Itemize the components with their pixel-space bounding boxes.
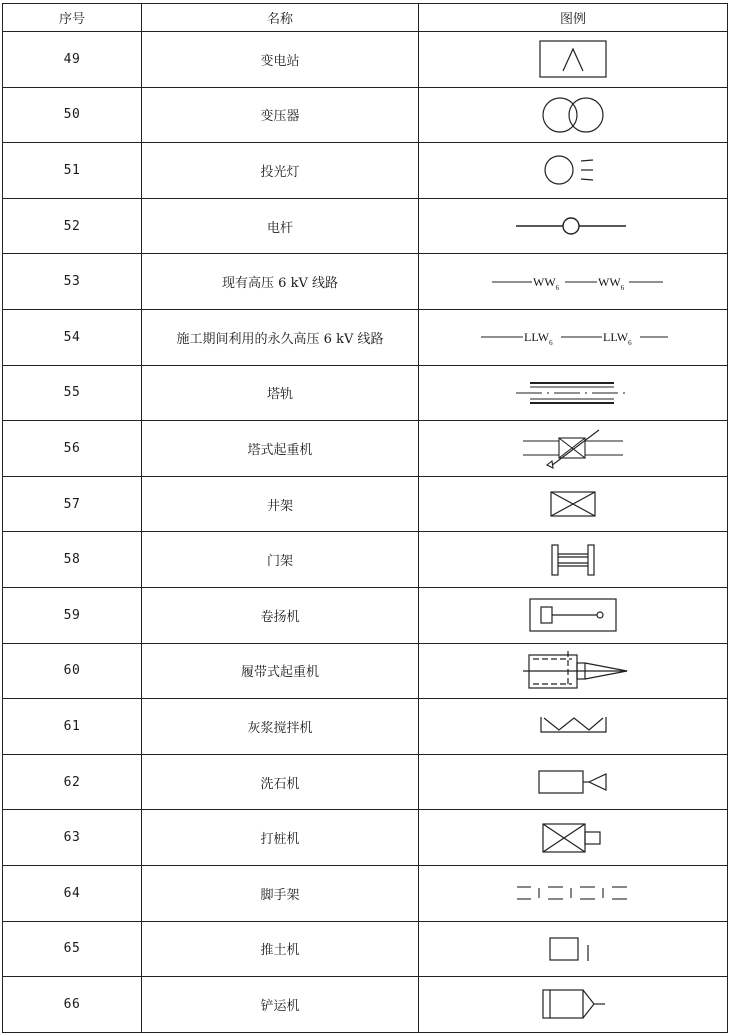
row-symbol [419, 32, 728, 88]
row-number: 50 [3, 87, 142, 143]
row-symbol [419, 87, 728, 143]
row-number: 51 [3, 143, 142, 199]
row-number: 63 [3, 810, 142, 866]
row-number: 56 [3, 421, 142, 477]
row-symbol [419, 754, 728, 810]
row-symbol [419, 865, 728, 921]
table-row [3, 32, 728, 88]
scaffold-icon [513, 871, 633, 915]
table-row [3, 198, 728, 254]
gantry-icon [513, 538, 633, 582]
header-row [3, 4, 728, 32]
row-name: 铲运机 [142, 977, 419, 1033]
row-number: 57 [3, 476, 142, 532]
table-row [3, 254, 728, 310]
header-legend: 图例 [419, 4, 728, 32]
row-name: 塔轨 [142, 365, 419, 421]
utility-pole-icon [513, 204, 633, 248]
table-row [3, 810, 728, 866]
row-symbol [419, 810, 728, 866]
row-symbol [419, 365, 728, 421]
row-number: 64 [3, 865, 142, 921]
svg-text:LLW6: $LLW_6$ [524, 330, 553, 348]
derrick-icon [513, 482, 633, 526]
row-name: 现有高压 6 kV 线路 [142, 254, 419, 310]
row-number: 55 [3, 365, 142, 421]
row-name: 推土机 [142, 921, 419, 977]
stone-washer-icon [513, 760, 633, 804]
row-symbol [419, 198, 728, 254]
row-symbol [419, 143, 728, 199]
row-symbol [419, 254, 728, 310]
table-row [3, 476, 728, 532]
row-name: 打桩机 [142, 810, 419, 866]
transformer-icon [513, 93, 633, 137]
table-row [3, 643, 728, 699]
row-number: 66 [3, 977, 142, 1033]
pile-driver-icon [513, 816, 633, 860]
row-name: 洗石机 [142, 754, 419, 810]
row-name: 履带式起重机 [142, 643, 419, 699]
row-symbol [419, 643, 728, 699]
row-name: 电杆 [142, 198, 419, 254]
scraper-icon [513, 982, 633, 1026]
hoist-icon [513, 593, 633, 637]
legend-table [2, 3, 728, 1033]
row-name: 卷扬机 [142, 587, 419, 643]
row-number: 59 [3, 587, 142, 643]
row-name: 井架 [142, 476, 419, 532]
row-symbol [419, 421, 728, 477]
row-name: 脚手架 [142, 865, 419, 921]
permanent-hv-line-icon [478, 315, 668, 359]
table-row [3, 309, 728, 365]
row-symbol [419, 476, 728, 532]
row-number: 62 [3, 754, 142, 810]
header-no: 序号 [3, 4, 142, 32]
table-row [3, 699, 728, 755]
header-name: 名称 [142, 4, 419, 32]
row-number: 52 [3, 198, 142, 254]
row-name: 施工期间利用的永久高压 6 kV 线路 [142, 309, 419, 365]
svg-text:WW6: $WW_6$ [598, 274, 625, 292]
row-symbol [419, 977, 728, 1033]
crawler-crane-icon [513, 649, 633, 693]
row-name: 投光灯 [142, 143, 419, 199]
row-name: 门架 [142, 532, 419, 588]
row-name: 变电站 [142, 32, 419, 88]
tower-rail-icon [513, 371, 633, 415]
substation-icon [513, 37, 633, 81]
table-row [3, 921, 728, 977]
mortar-mixer-icon [513, 704, 633, 748]
row-symbol [419, 699, 728, 755]
row-symbol [419, 921, 728, 977]
row-name: 变压器 [142, 87, 419, 143]
row-number: 65 [3, 921, 142, 977]
floodlight-icon [513, 148, 633, 192]
tower-crane-icon [513, 426, 633, 470]
row-name: 灰浆搅拌机 [142, 699, 419, 755]
table-row [3, 143, 728, 199]
row-symbol [419, 309, 728, 365]
bulldozer-icon [513, 927, 633, 971]
svg-text:WW6: $WW_6$ [533, 274, 560, 292]
table-row [3, 365, 728, 421]
svg-text:LLW6: $LLW_6$ [603, 330, 632, 348]
table-row [3, 532, 728, 588]
table-row [3, 754, 728, 810]
row-symbol [419, 587, 728, 643]
row-number: 61 [3, 699, 142, 755]
table-row [3, 865, 728, 921]
table-row [3, 87, 728, 143]
row-number: 60 [3, 643, 142, 699]
row-number: 53 [3, 254, 142, 310]
row-number: 58 [3, 532, 142, 588]
existing-hv-line-icon [483, 260, 663, 304]
row-number: 49 [3, 32, 142, 88]
row-name: 塔式起重机 [142, 421, 419, 477]
table-row [3, 587, 728, 643]
row-symbol [419, 532, 728, 588]
table-row [3, 421, 728, 477]
row-number: 54 [3, 309, 142, 365]
table-row [3, 977, 728, 1033]
